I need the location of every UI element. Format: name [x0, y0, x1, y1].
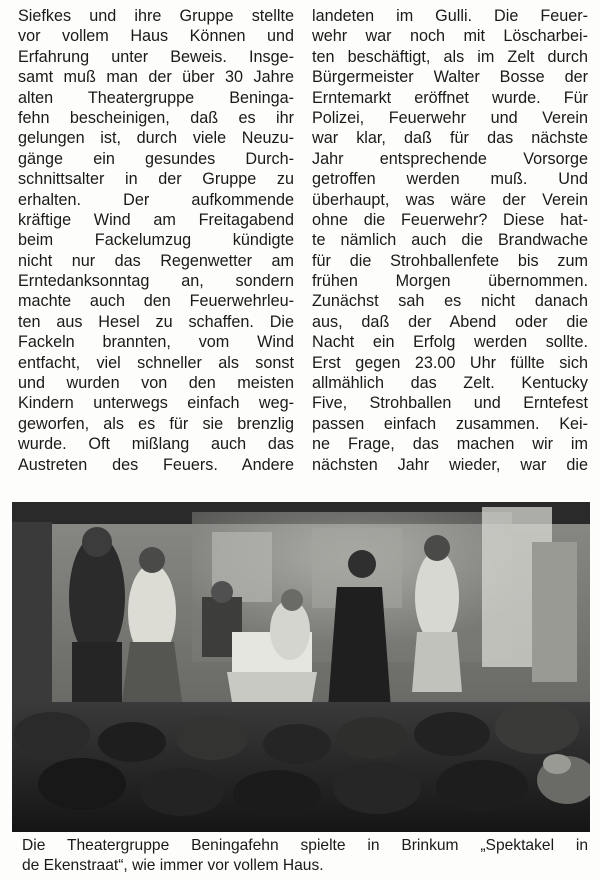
text-line: Erntemarkt eröffnet wurde. Für — [312, 88, 588, 107]
text-line: Bürgermeister Walter Bosse der — [312, 68, 588, 87]
text-line: und wurden von den meisten — [18, 374, 294, 393]
photo-caption — [22, 836, 588, 876]
caption-line: Die Theatergruppe Beningafehn spielte in Brinkum „Spektakel in — [22, 837, 588, 854]
text-line: Fackeln brannten, vom Wind — [18, 333, 294, 352]
text-line: nicht nur das Regenwetter am — [18, 251, 294, 270]
theater-photo-image — [12, 502, 590, 832]
text-line: kräftige Wind am Freitagabend — [18, 210, 294, 229]
text-line: Kindern unterwegs einfach weg- — [18, 394, 294, 413]
text-line: landeten im Gulli. Die Feuer- — [312, 7, 588, 25]
text-line: machte auch den Feuerwehrleu- — [18, 292, 294, 311]
text-line: Austreten des Feuers. Andere — [18, 455, 294, 474]
text-line: getroffen werden muß. Und — [312, 170, 588, 189]
text-line: frühen Morgen übernommen. — [312, 272, 588, 291]
text-line: allmählich das Zelt. Kentucky — [312, 374, 588, 393]
text-line: ohne die Feuerwehr? Diese hat- — [312, 210, 588, 229]
text-line: Jahr entsprechende Vorsorge — [312, 149, 588, 168]
text-line: Erntedanksonntag an, sondern — [18, 272, 294, 291]
text-line: vor vollem Haus Können und — [18, 27, 294, 46]
article-left-column — [18, 6, 294, 496]
text-line: ten aus Hesel zu schaffen. Die — [18, 312, 294, 331]
text-line: beim Fackelumzug kündigte — [18, 231, 294, 250]
text-line: Siefkes und ihre Gruppe stellte — [18, 7, 294, 25]
text-line: alten Theatergruppe Beninga- — [18, 88, 294, 107]
text-line: Polizei, Feuerwehr und Verein — [312, 108, 588, 127]
text-line: Erfahrung unter Beweis. Insge- — [18, 47, 294, 66]
text-line: Nacht ein Erfolg werden sollte. — [312, 333, 588, 352]
text-line: wurde. Oft mißlang auch das — [18, 435, 294, 454]
text-line: gänge ein gesundes Durch- — [18, 149, 294, 168]
article-body — [18, 6, 588, 496]
theater-photo — [12, 502, 590, 832]
text-line: schnittsalter in der Gruppe zu — [18, 170, 294, 189]
text-line: fehn bescheinigen, daß es ihr — [18, 108, 294, 127]
text-line: war klar, daß für das nächste — [312, 129, 588, 148]
caption-line: de Ekenstraat“, wie immer vor vollem Haus. — [22, 857, 324, 874]
text-line: aus, daß der Abend oder die — [312, 312, 588, 331]
text-line: geworfen, als es für sie brenzlig — [18, 414, 294, 433]
text-line: wehr war noch mit Löscharbei- — [312, 27, 588, 46]
text-line: ten beschäftigt, als im Zelt durch — [312, 47, 588, 66]
text-line: überhaupt, was wäre der Verein — [312, 190, 588, 209]
article-right-column — [312, 6, 588, 496]
text-line: gelungen ist, durch viele Neuzu- — [18, 129, 294, 148]
text-line: ne Frage, das machen wir im — [312, 435, 588, 454]
text-line: erhalten. Der aufkommende — [18, 190, 294, 209]
text-line: samt muß man der über 30 Jahre — [18, 68, 294, 87]
text-line: Five, Strohballen und Erntefest — [312, 394, 588, 413]
text-line: entfacht, viel schneller als sonst — [18, 353, 294, 372]
text-line: für die Strohballenfete bis zum — [312, 251, 588, 270]
text-line: Erst gegen 23.00 Uhr füllte sich — [312, 353, 588, 372]
text-line: passen einfach zusammen. Kei- — [312, 414, 588, 433]
text-line: Zunächst sah es nicht danach — [312, 292, 588, 311]
text-line: te nämlich auch die Brandwache — [312, 231, 588, 250]
text-line: nächsten Jahr wieder, war die — [312, 455, 588, 474]
